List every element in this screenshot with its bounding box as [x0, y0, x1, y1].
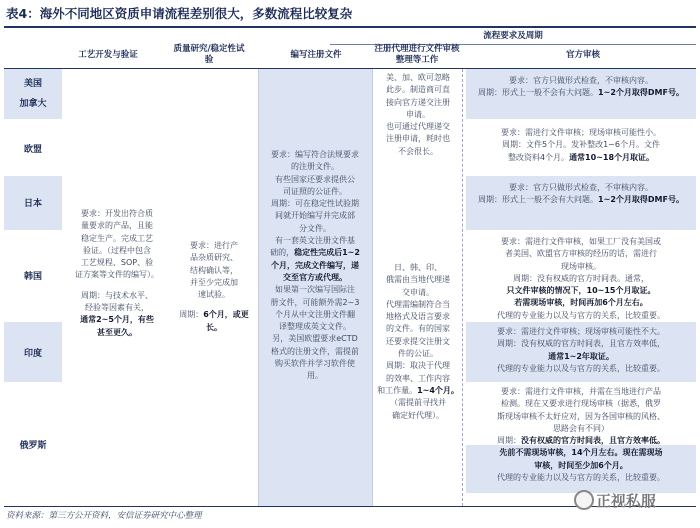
text-line: 还要求提交注册文 — [386, 336, 450, 346]
text-line: 俄需由当地代理递 — [386, 275, 450, 285]
text-line: 现场审核。 — [561, 261, 601, 271]
text-line: 美、加、欧可忽略 — [386, 73, 450, 82]
text-line: 斯现场审核不太好应对，因为各国审核的风格、 — [497, 411, 665, 421]
text-line: 要求：需进行文件审核，并需在当地进行产品 — [501, 387, 661, 396]
text-line: 检测。现在又要求进行现场审核（据悉，俄罗 — [501, 399, 661, 409]
text-line: 的效率、工作内容 — [386, 373, 450, 383]
text-line: 础的， — [270, 248, 295, 258]
text-line: 结构确认等， — [190, 265, 238, 275]
text-line: 要求：官方只做形式检查，不审核内容。 — [509, 183, 653, 192]
text-line: 速试验。 — [198, 290, 230, 300]
text-line: 要求：编写符合法规要求 — [271, 150, 359, 159]
text-line: 申请。 — [406, 109, 430, 119]
text-line: 代理需编制符合当 — [386, 299, 450, 309]
col-header-official: 官方审核 — [565, 50, 600, 60]
text-line: 代理的专业能力以及与官方的关系，比较重要。 — [497, 310, 665, 320]
col-header-agent: 注册代理进行文件审核整理等工作 — [374, 44, 460, 65]
text-line: 有一套英文注册文件基 — [275, 236, 355, 246]
text-line: 要求：进行产 — [190, 241, 238, 250]
text-line: 整改资料4个月。 — [507, 152, 570, 162]
text-line: 交申请。 — [402, 287, 434, 297]
text-line: 有些国家还要求提供公 — [275, 174, 355, 184]
text-line: 周期：形式上一般不会有大问题。 — [478, 88, 599, 98]
col-header-registration: 编写注册文件 — [290, 50, 342, 60]
table-title: 表4：海外不同地区资质申请流程差别很大，多数流程比较复杂 — [6, 6, 353, 21]
text-line: 地格式及语言要求 — [386, 312, 450, 322]
text-line: 量要求的产品，且能 — [81, 221, 153, 231]
text-line: 周期：没有权威的官方时间表，且官方效率低， — [497, 339, 665, 349]
bold-line: 只文件审核的情况下，10~15个月取证。 — [506, 286, 656, 296]
text-line: 周期： — [179, 310, 204, 320]
agent-cell-asia — [374, 262, 462, 422]
text-line: 代理的专业能力以及与官方的关系，比较重要。 — [497, 363, 665, 373]
bottom-rule — [4, 506, 696, 507]
text-line: 司证照的公证件。 — [283, 186, 347, 196]
bold-line: 通常10~18个月取证。 — [569, 152, 655, 162]
process-dev-cell — [64, 208, 170, 339]
bold-line: 通常1~2年取证。 — [548, 351, 614, 361]
bold-line: 1~2个月取得DMF号。 — [598, 88, 684, 98]
divider-3 — [462, 69, 463, 506]
bold-line: 审核，时间至少加6个月。 — [534, 460, 628, 470]
region-label-ru: 俄罗斯 — [19, 441, 47, 451]
text-line: 日、韩、印、 — [394, 263, 442, 272]
region-jp — [4, 176, 62, 230]
region-label-ca: 加拿大 — [19, 99, 47, 109]
divider-2 — [372, 69, 373, 506]
bold-line: 1~4个月。 — [417, 385, 459, 395]
text-line: 要求：需进行文件审核；现场审核可能性不大。 — [497, 327, 665, 336]
text-line: 稳定生产。完成工艺 — [81, 233, 153, 243]
text-line: 代理的专业能力以及与官方的关系，比较重要。 — [497, 473, 665, 483]
text-line: 品杂质研究、 — [190, 253, 238, 263]
text-line: 用。 — [307, 371, 323, 381]
text-line: 周期：形式上一般不会有大问题。 — [478, 195, 599, 205]
text-line: 如果第一次编写国际注 — [275, 285, 355, 295]
text-line: 的文件。有的国家 — [386, 324, 450, 334]
col-header-process-dev: 工艺开发与验证 — [78, 50, 138, 60]
text-line: 要求：开发出符合质 — [81, 209, 153, 218]
text-line: 件的公证。 — [398, 349, 438, 359]
text-line: 工艺规程、SOP、验 — [80, 258, 154, 268]
region-label-us: 美国 — [23, 79, 42, 89]
official-cell-in — [468, 326, 694, 375]
quality-cell — [172, 240, 256, 334]
text-line: 思路会有不同） — [553, 423, 609, 433]
region-label-eu: 欧盟 — [23, 145, 42, 155]
agent-cell-western — [374, 72, 462, 158]
text-line: 周期：文件5个月。发补整改1~6个月。文件 — [502, 140, 660, 150]
region-label-kr: 韩国 — [23, 272, 42, 282]
text-line: 确定好代理）。 — [392, 410, 444, 420]
region-ru — [4, 386, 62, 504]
watermark-icon — [574, 490, 594, 510]
text-line: 并至少完成加 — [190, 277, 238, 287]
region-eu — [4, 124, 62, 172]
text-line: 另，美国欧盟要求eCTD — [272, 334, 358, 344]
text-line: 周期：没有权威的官方时间表。通常， — [513, 273, 649, 283]
official-cell-kr — [468, 236, 694, 322]
region-in — [4, 322, 62, 382]
text-line: 也可通过代理递交 — [386, 122, 450, 132]
text-line: 周期：取决于代理 — [386, 361, 450, 371]
text-line: 购买软件并学习软件使 — [275, 359, 355, 369]
text-line: 注册申请，耗时也 — [386, 134, 450, 144]
bold-line: 6个月，或更长。 — [203, 310, 249, 332]
text-line: 要求：需进行文件审核，如果工厂没有美国或 — [501, 237, 661, 246]
text-line: 验证。（过程中包含 — [83, 245, 151, 255]
group-header: 流程要求及周期 — [330, 28, 696, 45]
bold-line: 先前不需现场审核，14个月左右。现在需现场 — [499, 448, 663, 458]
official-cell-jp — [468, 182, 694, 207]
region-us-ca — [4, 69, 62, 119]
text-line: 格式的注册文件，需提前 — [271, 346, 359, 356]
text-line: 者美国、欧盟官方审核的经历的话，需进行 — [505, 249, 657, 259]
watermark: 正视私服 — [596, 492, 657, 510]
col-header-quality: 质量研究/稳定性试验 — [173, 44, 245, 65]
text-line: 此步。制造商可直 — [386, 85, 450, 95]
text-line: 证方案等文件的编写）。 — [75, 270, 159, 280]
text-line: 册文件，可能额外需2~3 — [270, 297, 360, 307]
text-line: 要求：官方只做形式检查，不审核内容。 — [509, 76, 653, 85]
bold-line: 若需现场审核，时间再加6个月左右。 — [514, 298, 648, 308]
text-line: 周期：与技术水平、 — [81, 290, 153, 300]
source-note: 资料来源：第三方公开资料，安信证券研究中心整理 — [6, 511, 202, 521]
text-line: 接向官方递交注册 — [386, 97, 450, 107]
official-cell-eu — [468, 127, 694, 164]
text-line: 不会很长。 — [398, 146, 438, 156]
bold-line: 通常2~5个月，有些 — [80, 315, 154, 325]
bold-line: 稳定性完成后1~2 — [294, 248, 360, 258]
registration-cell — [260, 149, 370, 383]
text-line: 经验等因素有关， — [85, 303, 149, 313]
text-line: 和工作量。 — [377, 385, 418, 395]
official-cell-us — [468, 75, 694, 100]
text-line: 个月从中文注册文件翻 — [275, 309, 355, 319]
text-line: 译整理成英文文件。 — [279, 322, 351, 332]
text-line: 周期：可在稳定性试验期 — [271, 199, 359, 209]
text-line: 间就开始编写并完成部 — [275, 211, 355, 221]
divider-1 — [258, 69, 259, 506]
text-line: 的注册文件。 — [291, 162, 339, 172]
region-kr — [4, 234, 62, 318]
text-line: 周期： — [497, 436, 521, 446]
region-label-jp: 日本 — [23, 199, 42, 209]
bold-line: 个月，完成文件编写，递 — [271, 260, 359, 270]
text-line: 分文件。 — [299, 223, 331, 233]
bold-line: 甚至更久。 — [97, 327, 137, 337]
official-cell-ru — [468, 386, 694, 484]
bold-line: 没有权威的官方时间表，且官方效率低。 — [521, 436, 665, 446]
bold-line: 1~2个月取得DMF号。 — [598, 195, 684, 205]
text-line: （需提前寻找并 — [390, 398, 446, 408]
bold-line: 交至官方或代理。 — [283, 272, 347, 282]
text-line: 要求：需进行文件审核；现场审核可能性小。 — [501, 128, 661, 137]
region-label-in: 印度 — [23, 349, 42, 359]
